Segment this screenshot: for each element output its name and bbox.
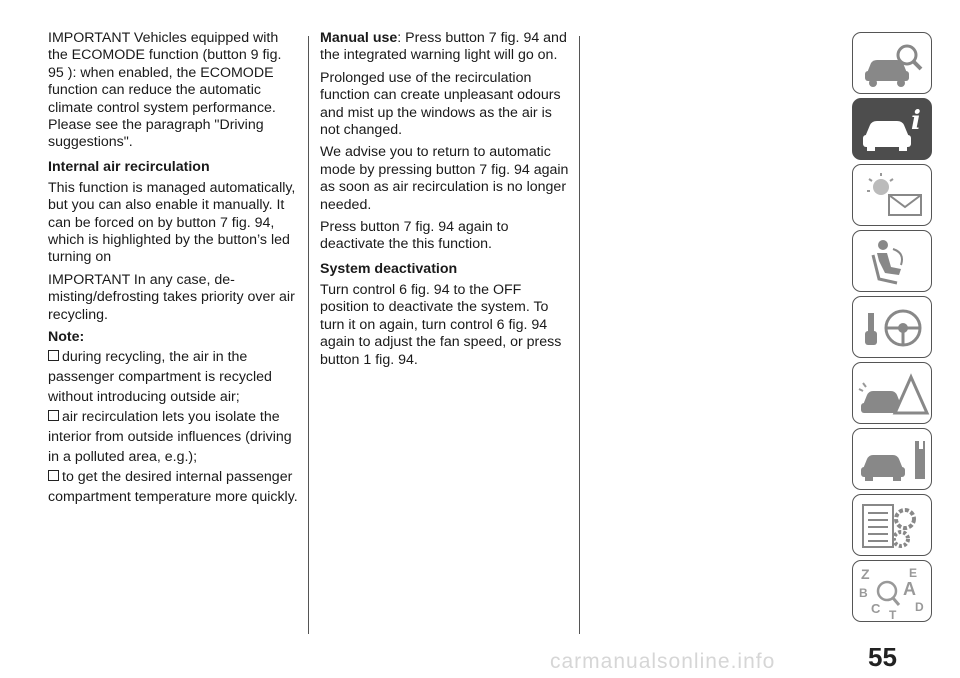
- checkbox-bullet-icon: [48, 350, 59, 361]
- airbag-seatbelt-icon: [853, 231, 933, 293]
- manual-use-label: Manual use: [320, 30, 398, 46]
- tab-car-info[interactable]: [852, 98, 932, 160]
- tab-emergency[interactable]: [852, 362, 932, 424]
- tab-starting-driving[interactable]: [852, 296, 932, 358]
- tab-warning-lights[interactable]: [852, 164, 932, 226]
- manual-use-text: : Press button 7 fig. 94 and the integrated warning light will go on.: [320, 30, 567, 64]
- tab-car-search[interactable]: [852, 32, 932, 94]
- bullet-text: air recirculation lets you isolate the interior from outside influences (driving in a polluted area, e.g.);: [48, 408, 292, 465]
- bullet-text: during recycling, the air in the passenger compartment is recycled without introducing outside air;: [48, 348, 272, 405]
- recirculation-paragraph: This function is managed automatically, but you can also enable it manually. It can be forced on by button 7 fig. 94, which is highlighted by the button’s led turning on: [48, 179, 296, 266]
- svg-text:T: T: [889, 608, 897, 622]
- column-divider-2: [579, 36, 580, 634]
- svg-text:C: C: [871, 601, 881, 616]
- specs-gears-icon: [853, 495, 933, 557]
- watermark: carmanualsonline.info: [550, 650, 776, 673]
- middle-column: [320, 30, 572, 374]
- prolonged-use-paragraph: Prolonged use of the recirculation function can create unpleasant odours and mist up the windows as the air is not changed.: [320, 69, 561, 139]
- deactivation-paragraph: Turn control 6 fig. 94 to the OFF position to deactivate the system. To turn it on again, turn control 6 fig. 94 again to adjust the fan speed, or press button 1 fig. 94.: [320, 281, 562, 368]
- note-bullet-3: [48, 467, 298, 507]
- note-bullet-1: [48, 347, 298, 407]
- tab-safety[interactable]: [852, 230, 932, 292]
- car-emergency-triangle-icon: [853, 363, 933, 425]
- section-heading-recirculation: Internal air recirculation: [48, 158, 210, 175]
- tab-technical-data[interactable]: [852, 494, 932, 556]
- warning-light-message-icon: [853, 165, 933, 227]
- important-ecomode: IMPORTANT Vehicles equipped with the ECOMODE function (button 9 fig. 95 ): when enabled, the ECOMODE function can reduce the automatic climate control system performance. Please see the paragraph "Driving suggestions".: [48, 30, 282, 151]
- note-bullet-2: [48, 407, 298, 467]
- left-column: [48, 30, 298, 507]
- svg-text:D: D: [915, 600, 924, 614]
- deactivate-function-paragraph: Press button 7 fig. 94 again to deactivate the this function.: [320, 219, 509, 253]
- checkbox-bullet-icon: [48, 410, 59, 421]
- svg-text:Z: Z: [861, 566, 870, 582]
- important-demisting: IMPORTANT In any case, de-misting/defrosting takes priority over air recycling.: [48, 271, 295, 323]
- chapter-tabs: [852, 32, 936, 626]
- svg-text:A: A: [903, 579, 916, 599]
- key-steering-wheel-icon: [853, 297, 933, 359]
- note-label: Note:: [48, 329, 85, 346]
- tab-maintenance[interactable]: [852, 428, 932, 490]
- svg-text:E: E: [909, 566, 918, 580]
- svg-text:i: i: [911, 106, 921, 136]
- alphabetical-index-icon: [853, 561, 933, 623]
- tab-index[interactable]: [852, 560, 932, 622]
- car-wrench-icon: [853, 429, 933, 491]
- column-divider-1: [308, 36, 309, 634]
- car-search-icon: [853, 33, 933, 95]
- automatic-mode-paragraph: We advise you to return to automatic mode by pressing button 7 fig. 94 again as soon as air recirculation is no longer needed.: [320, 144, 569, 213]
- svg-text:B: B: [859, 586, 868, 600]
- checkbox-bullet-icon: [48, 470, 59, 481]
- page-number: 55: [868, 642, 897, 672]
- manual-use-paragraph: [320, 30, 572, 65]
- car-info-icon: [853, 99, 933, 161]
- section-heading-deactivation: System deactivation: [320, 260, 458, 277]
- bullet-text: to get the desired internal passenger compartment temperature more quickly.: [48, 468, 298, 505]
